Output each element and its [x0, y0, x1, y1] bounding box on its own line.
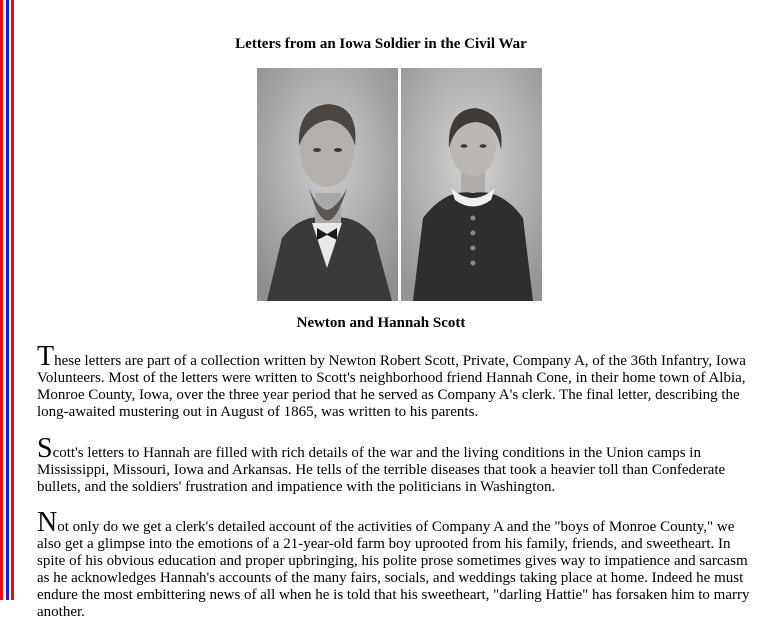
flag-stripe-border — [0, 0, 14, 600]
drop-cap: S — [37, 433, 53, 464]
body-paragraph — [37, 507, 762, 621]
photo-caption: Newton and Hannah Scott — [296, 315, 466, 331]
drop-cap: T — [37, 341, 55, 372]
portrait-hannah-scott — [401, 68, 542, 301]
paragraph-text: ot only do we get a clerk's detailed account of the activities of Company A and the "boys of Monroe County," we also get a glimpse into the emotions of a 21-year-old farm boy uprooted from his family, friends, and sweetheart. In spite of his obvious education and proper upbringing, his polite prose sometimes gives way to impatience and sarcasm as he acknowledges Hannah's accounts of the many fairs, socials, and weddings taking place at home. Indeed he must endure the most embittering news of all when he is told that his sweetheart, "darling Hattie" has forsaken him to marry another. — [37, 519, 750, 620]
body-paragraph — [37, 433, 762, 496]
drop-cap: N — [37, 507, 58, 538]
paragraph-text: cott's letters to Hannah are filled with rich details of the war and the living conditions in the Union camps in Mississippi, Missouri, Iowa and Arkansas. He tells of the terrible diseases that took a heavier toll than Confederate bullets, and the soldiers' frustration and impatience with the politicians in Washington. — [37, 445, 726, 495]
red-stripe — [11, 0, 14, 600]
page-title: Letters from an Iowa Soldier in the Civil War — [235, 36, 527, 52]
portrait-newton-scott — [257, 68, 398, 301]
intro-paragraph — [37, 341, 762, 421]
paragraph-text: hese letters are part of a collection written by Newton Robert Scott, Private, Company A, of the 36th Infantry, Iowa Volunteers. Most of the letters were written to Scott's neighborhood friend Hannah Cone, in their home town of Albia, Monroe County, Iowa, over the three year period that he served as Company A's clerk. The final letter, describing the long-awaited mustering out in August of 1865, was written to his parents. — [37, 353, 746, 420]
portrait-pair — [257, 68, 543, 301]
